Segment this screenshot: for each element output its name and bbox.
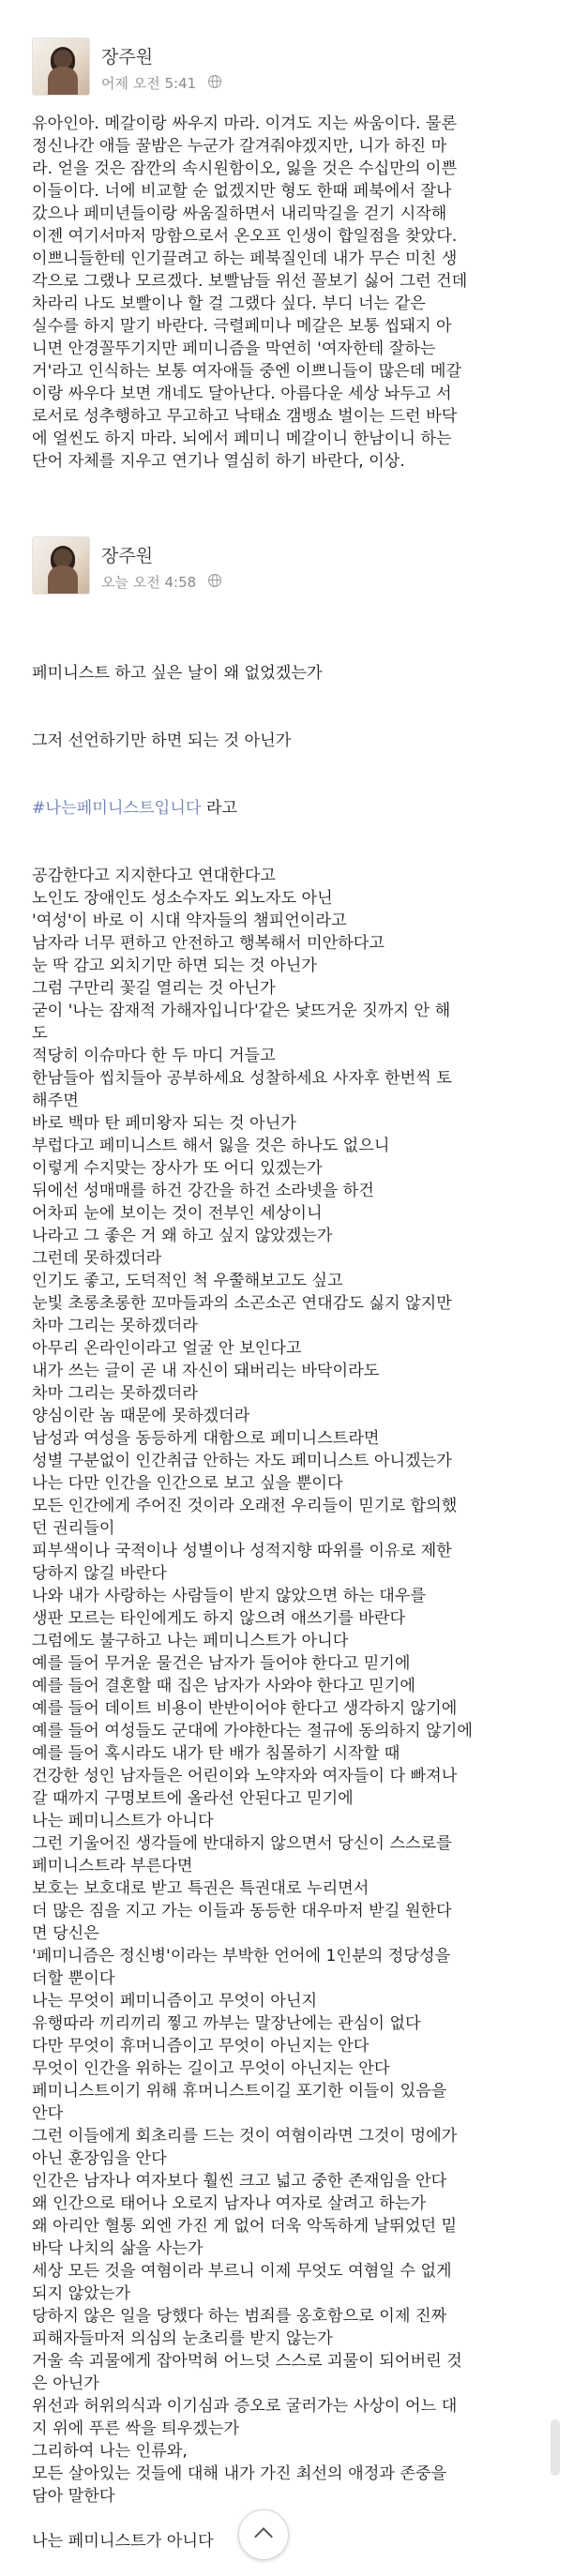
post-line: 거'라고 인식하는 보통 여자애들 중엔 이쁘니들이 많은데 메갈 — [32, 362, 462, 381]
post-line: 페미니스트라 부른다면 — [32, 1857, 193, 1876]
post-line: 인기도 좋고, 도덕적인 척 우쭐해보고도 싶고 — [32, 1272, 343, 1290]
post-line: 실수를 하지 말기 바란다. 극렬페미나 메갈은 보통 씹돼지 아 — [32, 317, 452, 336]
globe-icon — [208, 75, 221, 88]
post-line: 성별 구분없이 인간취급 안하는 자도 페미니스트 아니겠는가 — [32, 1452, 452, 1470]
post-line: 보호는 보호대로 받고 특권은 특권대로 누리면서 — [32, 1879, 369, 1898]
scrollbar-thumb[interactable] — [550, 2419, 560, 2476]
post-line: 노인도 장애인도 성소수자도 외노자도 아닌 — [32, 889, 333, 908]
post-time[interactable]: 오늘 오전 4:58 — [101, 574, 197, 591]
chevron-up-icon — [254, 2527, 273, 2546]
post-1 — [0, 26, 573, 471]
hashtag-line — [32, 797, 557, 820]
post-line: 눈 딱 감고 외치기만 하면 되는 것 아닌가 — [32, 957, 317, 975]
post-2 — [0, 525, 573, 2551]
post-line: 공감한다고 지지한다고 연대한다고 — [32, 866, 276, 885]
post-line: 해주면 — [32, 1092, 79, 1110]
post-line: 왜 인간으로 태어나 오로지 남자나 여자로 살려고 하는가 — [32, 2194, 427, 2213]
post-line: 거울 속 괴물에게 잡아먹혀 어느덧 스스로 괴물이 되어버린 것 — [32, 2352, 462, 2371]
post-line: 유아인아. 메갈이랑 싸우지 마라. 이겨도 지는 싸움이다. 물론 — [32, 114, 458, 133]
post-line: 모든 살아있는 것들에 대해 내가 가진 최선의 애정과 존중을 — [32, 2464, 447, 2483]
post-line: 유행따라 끼리끼리 찧고 까부는 말장난에는 관심이 없다 — [32, 2014, 421, 2033]
post-line: 남자라 너무 편하고 안전하고 행복해서 미안하다고 — [32, 934, 385, 953]
post-line: 아무리 온라인이라고 얼굴 안 보인다고 — [32, 1339, 302, 1358]
post-line: 적당히 이슈마다 한 두 마디 거들고 — [32, 1047, 276, 1065]
post-line: 다만 무엇이 휴머니즘이고 무엇이 아닌지는 안다 — [32, 2037, 369, 2056]
post-line: 당하지 않은 일을 당했다 하는 범죄를 옹호함으로 이제 진짜 — [32, 2307, 447, 2326]
post-line: 에 얼씬도 하지 마라. 뇌에서 페미니 메갈이니 한남이니 하는 — [32, 429, 452, 448]
post-line: 피해자들마저 의심의 눈초리를 받지 않는가 — [32, 2329, 333, 2348]
post-line: 예를 들어 결혼할 때 집은 남자가 사와야 한다고 믿기에 — [32, 1677, 415, 1695]
post-line: 예를 들어 데이트 비용이 반반이어야 한다고 생각하지 않기에 — [32, 1699, 458, 1718]
post-line: 그럼에도 불구하고 나는 페미니스트가 아니다 — [32, 1632, 349, 1650]
post-line: 예를 들어 무거운 물건은 남자가 들어야 한다고 믿기에 — [32, 1654, 411, 1673]
post-line: 위선과 허위의식과 이기심과 증오로 굴러가는 사상이 어느 대 — [32, 2397, 458, 2416]
post-line: 그런 이들에게 회초리를 드는 것이 여혐이라면 그것이 멍에가 — [32, 2127, 458, 2146]
post-line: 이쁘니들한테 인기끌려고 하는 페북질인데 내가 무슨 미친 생 — [32, 249, 458, 268]
author-name[interactable]: 장주원 — [101, 546, 154, 566]
post-line: 더할 뿐이다 — [32, 1969, 115, 1988]
post-line: 이들이다. 너에 비교할 순 없겠지만 형도 한때 페북에서 잘나 — [32, 182, 452, 201]
post-line: 어차피 눈에 보이는 것이 전부인 세상이니 — [32, 1204, 323, 1223]
post-line: 그리하여 나는 인류와, — [32, 2442, 188, 2461]
post-line: 생판 모르는 타인에게도 하지 않으려 애쓰기를 바란다 — [32, 1609, 406, 1628]
post-line: 라. 얻을 것은 잠깐의 속시원함이오, 잃을 것은 수십만의 이쁜 — [32, 159, 458, 178]
post-line: 차마 그리는 못하겠더라 — [32, 1384, 198, 1403]
post-line: 예를 들어 혹시라도 내가 탄 배가 침몰하기 시작할 때 — [32, 1744, 400, 1763]
post-line: 페미니스트 하고 싶은 날이 왜 없었겠는가 — [32, 664, 323, 683]
post-line: 니면 안경꼴뚜기지만 페미니즘을 막연히 '여자한테 잘하는 — [32, 339, 436, 358]
post-body — [32, 113, 557, 473]
post-line: 면 당신은 — [32, 1924, 99, 1943]
post-line: 나는 페미니스트가 아니다 — [32, 2532, 214, 2551]
post-line: 예를 들어 여성들도 군대에 가야한다는 절규에 동의하지 않기에 — [32, 1722, 473, 1740]
scroll-to-top-button[interactable] — [238, 2509, 289, 2560]
post-line: 이렇게 수지맞는 장사가 또 어디 있겠는가 — [32, 1159, 323, 1178]
post-line: 지 위에 푸른 싹을 틔우겠는가 — [32, 2419, 240, 2438]
hashtag-link[interactable]: #나는페미니스트입니다 — [32, 799, 202, 818]
hashtag-suffix: 라고 — [201, 799, 238, 818]
post-line: '여성'이 바로 이 시대 약자들의 챔피언이라고 — [32, 911, 347, 930]
post-line: 나는 무엇이 페미니즘이고 무엇이 아닌지 — [32, 1992, 318, 2011]
post-line: 굳이 '나는 잠재적 가해자입니다'같은 낯뜨거운 짓까지 안 해 — [32, 1002, 451, 1020]
author-name[interactable]: 장주원 — [101, 47, 154, 68]
post-line: 더 많은 짐을 지고 가는 이들과 동등한 대우마저 받길 원한다 — [32, 1902, 452, 1921]
post-line: 되지 않았는가 — [32, 2284, 131, 2303]
post-line: 이랑 싸우다 보면 개네도 달아난다. 아름다운 세상 놔두고 서 — [32, 384, 452, 403]
post-line: 바닥 나치의 삶을 사는가 — [32, 2239, 204, 2258]
post-line: 차라리 나도 보빨이나 할 걸 그랬다 싶다. 부디 너는 같은 — [32, 294, 426, 313]
post-line: 그럼 구만리 꽃길 열리는 것 아닌가 — [32, 979, 276, 998]
post-line: 그런데 못하겠더라 — [32, 1249, 162, 1268]
post-line: 각으로 그랬나 모르겠다. 보빨남들 위선 꼴보기 싫어 그런 건데 — [32, 272, 468, 291]
post-line: 도 — [32, 1024, 48, 1043]
post-line: 바로 백마 탄 페미왕자 되는 것 아닌가 — [32, 1114, 296, 1133]
post-line: 단어 자체를 지우고 연기나 열심히 하기 바란다, 이상. — [32, 452, 405, 471]
post-line: 안다 — [32, 2104, 64, 2123]
post-line: 은 아닌가 — [32, 2374, 99, 2393]
post-line: 나와 내가 사랑하는 사람들이 받지 않았으면 하는 대우를 — [32, 1587, 427, 1605]
post-header — [0, 26, 573, 101]
post-line: '페미니즘은 정신병'이라는 부박한 언어에 1인분의 정당성을 — [32, 1947, 451, 1966]
post-line: 남성과 여성을 동등하게 대함으로 페미니스트라면 — [32, 1429, 380, 1448]
post-line: 뒤에선 성매매를 하건 강간을 하건 소라넷을 하건 — [32, 1182, 374, 1200]
post-line: 부럽다고 페미니스트 해서 잃을 것은 하나도 없으니 — [32, 1137, 390, 1155]
post-line: 건강한 성인 남자들은 어린이와 노약자와 여자들이 다 빠져나 — [32, 1767, 458, 1785]
post-line: 페미니스트이기 위해 휴머니스트이길 포기한 이들이 있음을 — [32, 2082, 447, 2101]
post-line: 모든 인간에게 주어진 것이라 오래전 우리들이 믿기로 합의했 — [32, 1497, 458, 1515]
post-line: 그저 선언하기만 하면 되는 것 아닌가 — [32, 731, 292, 750]
post-line: 갔으나 페미년들이랑 싸움질하면서 내리막길을 걷기 시작해 — [32, 204, 447, 223]
post-line: 당하지 않길 바란다 — [32, 1564, 167, 1583]
post-line: 그런 기울어진 생각들에 반대하지 않으면서 당신이 스스로를 — [32, 1834, 452, 1853]
post-line: 인간은 남자나 여자보다 훨씬 크고 넓고 중한 존재임을 안다 — [32, 2172, 447, 2191]
post-line — [32, 2508, 557, 2530]
post-line: 던 권리들이 — [32, 1519, 115, 1538]
post-body — [32, 617, 557, 2576]
post-line: 왜 아리안 혈통 외엔 가진 게 없어 더욱 악독하게 날뛰었던 밑 — [32, 2217, 458, 2236]
post-line: 나는 페미니스트가 아니다 — [32, 1812, 214, 1830]
post-line: 담아 말한다 — [32, 2487, 115, 2506]
post-line: 아닌 훈장임을 안다 — [32, 2149, 167, 2168]
post-line: 정신나간 애들 꿀밤은 누군가 갈겨줘야겠지만, 니가 하진 마 — [32, 137, 447, 156]
post-time[interactable]: 어제 오전 5:41 — [101, 75, 197, 92]
post-header — [0, 525, 573, 600]
post-lines-rest — [32, 865, 557, 2553]
post-line: 갈 때까지 구명보트에 올라선 안된다고 믿기에 — [32, 1789, 354, 1808]
post-line: 내가 쓰는 글이 곧 내 자신이 돼버리는 바닥이라도 — [32, 1362, 380, 1380]
avatar[interactable] — [32, 38, 90, 96]
post-line: 무엇이 인간을 위하는 길이고 무엇이 아닌지는 안다 — [32, 2059, 390, 2078]
post-line: 차마 그리는 못하겠더라 — [32, 1317, 198, 1335]
post-line: 눈빛 초롱초롱한 꼬마들과의 소곤소곤 연대감도 싫지 않지만 — [32, 1294, 452, 1313]
post-line: 로서로 성추행하고 무고하고 낙태쇼 갬뱅쇼 벌이는 드런 바닥 — [32, 407, 458, 426]
avatar[interactable] — [32, 536, 90, 595]
post-line: 나는 다만 인간을 인간으로 보고 싶을 뿐이다 — [32, 1474, 343, 1493]
post-line: 이젠 여기서마저 망함으로서 온오프 인생이 합일점을 찾았다. — [32, 227, 458, 246]
post-line: 피부색이나 국적이나 성별이나 성적지향 따위를 이유로 제한 — [32, 1542, 452, 1560]
globe-icon — [208, 574, 221, 587]
post-line: 나라고 그 좋은 거 왜 하고 싶지 않았겠는가 — [32, 1227, 333, 1245]
post-line: 한남들아 씹치들아 공부하세요 성찰하세요 사자후 한번씩 토 — [32, 1069, 452, 1088]
post-line: 양심이란 놈 때문에 못하겠더라 — [32, 1407, 250, 1425]
post-line: 세상 모든 것을 여혐이라 부르니 이제 무엇도 여혐일 수 없게 — [32, 2262, 452, 2281]
